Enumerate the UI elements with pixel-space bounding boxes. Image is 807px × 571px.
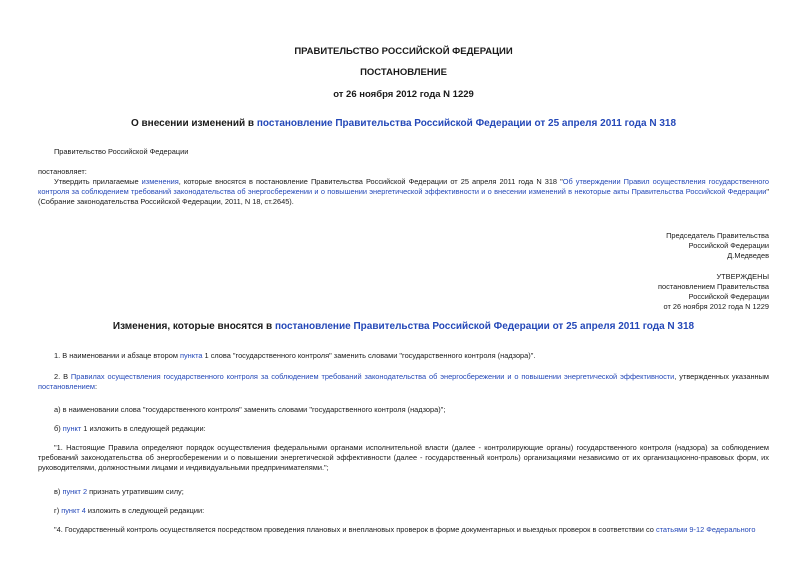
item-g: [54, 506, 204, 516]
government-label: Правительство Российской Федерации: [54, 147, 189, 156]
title-link[interactable]: постановление Правительства Российской Федерации от 25 апреля 2011 года N 318: [256, 118, 677, 129]
item-v-link[interactable]: пункт 2: [62, 487, 88, 496]
doc-type-heading: ПОСТАНОВЛЕНИЕ: [360, 67, 447, 78]
doc-date-heading: от 26 ноября 2012 года N 1229: [333, 89, 474, 100]
approved-line-4: от 26 ноября 2012 года N 1229: [663, 302, 769, 311]
changes-title: [0, 321, 807, 332]
item-2: [38, 372, 769, 392]
item-v: [54, 487, 184, 497]
item-2-decree-link[interactable]: постановлением: [38, 382, 95, 391]
item-v-text-b: признать утратившим силу;: [87, 487, 184, 496]
item-2-text-c: :: [95, 382, 98, 391]
intro-paragraph: [38, 177, 769, 207]
item-2-text-b: , утвержденных указанным: [674, 372, 770, 381]
quote-4-text: "4. Государственный контроль осуществляется посредством проведения плановых и внеплановых проверок в форме документарных и выездных проверок в соответствии со: [54, 525, 656, 534]
signature-line-1: Председатель Правительства: [666, 231, 769, 240]
signature-name: Д.Медведев: [727, 251, 769, 260]
item-2-text-a: 2. В: [54, 372, 71, 381]
item-1-text-a: 1. В наименовании и абзаце втором: [54, 351, 180, 360]
changes-title-link[interactable]: постановление Правительства Российской Федерации от 25 апреля 2011 года N 318: [274, 321, 695, 332]
document-title: [0, 118, 807, 129]
approved-line-3: Российской Федерации: [688, 292, 769, 301]
intro-text-a: Утвердить прилагаемые: [54, 177, 142, 186]
approved-line-2: постановлением Правительства: [658, 282, 769, 291]
rules-link[interactable]: Об утверждении Правил осуществления государственного контроля за соблюдением требований законодательства об энергосбережении и о повышении энергетической эффективности и о внесении изменений в некоторые акты Правительства Российской Федерации: [38, 177, 769, 196]
item-b-link[interactable]: пункт: [62, 424, 82, 433]
quote-paragraph-1: "1. Настоящие Правила определяют порядок осуществления федеральными органами исполнительной власти (далее - контролирующие органы) государственного контроля (надзора) за соблюдением требований законодательства об энергосбережении и о повышении энергетической эффективности (далее - государственный контроль) организациями независимо от их организационно-правовых форм, их руководителями, должностными лицами и индивидуальными предпринимателями.";: [38, 443, 769, 472]
quote-4-link[interactable]: статьями 9-12 Федерального: [655, 525, 756, 534]
item-1-link[interactable]: пункта: [179, 351, 203, 360]
item-g-text-b: изложить в следующей редакции:: [85, 506, 205, 515]
changes-link[interactable]: изменения: [141, 177, 179, 186]
item-a: а) в наименовании слова "государственного контроля" заменить словами "государственного контроля (надзора)";: [54, 405, 446, 414]
approved-line-1: УТВЕРЖДЕНЫ: [716, 272, 769, 281]
item-2-rules-link[interactable]: Правилах осуществления государственного контроля за соблюдением требований законодательства об энергосбережении и о повышении энергетической эффективности: [70, 372, 675, 381]
org-heading: ПРАВИТЕЛЬСТВО РОССИЙСКОЙ ФЕДЕРАЦИИ: [294, 46, 513, 57]
item-g-link[interactable]: пункт 4: [61, 506, 86, 515]
item-b-text-a: б): [54, 424, 63, 433]
item-1-text-b: 1 слова "государственного контроля" заменить словами "государственного контроля (надзора)".: [202, 351, 536, 360]
item-b: [54, 424, 206, 434]
title-prefix: О внесении изменений в: [130, 118, 257, 129]
intro-text-c: " (Собрание законодательства Российской Федерации, 2011, N 18, ст.2645).: [38, 187, 769, 206]
changes-title-prefix: Изменения, которые вносятся в: [112, 321, 275, 332]
intro-text-b: , которые вносятся в постановление Правительства Российской Федерации от 25 апреля 2011 года N 318 ": [178, 177, 563, 186]
item-v-text-a: в): [54, 487, 63, 496]
item-b-text-b: 1 изложить в следующей редакции:: [81, 424, 206, 433]
quote-paragraph-4: [38, 525, 769, 535]
decides-label: постановляет:: [38, 167, 87, 176]
item-1: [54, 351, 535, 361]
signature-line-2: Российской Федерации: [688, 241, 769, 250]
item-g-text-a: г): [54, 506, 62, 515]
